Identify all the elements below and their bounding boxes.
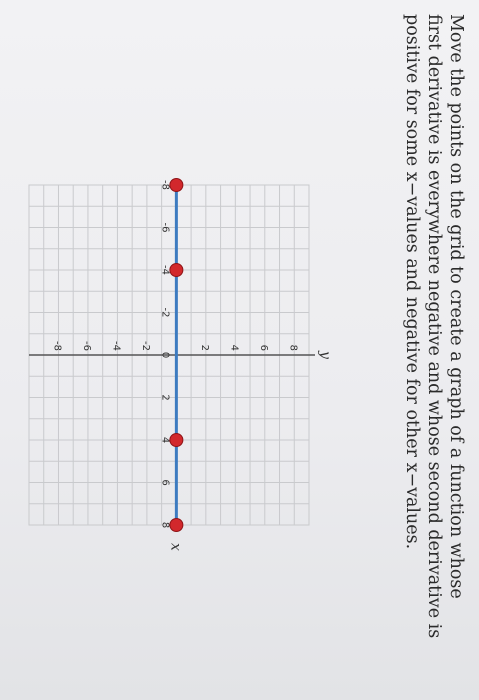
x-tick-label: 6 xyxy=(159,479,171,486)
y-tick-label: 6 xyxy=(257,344,269,351)
draggable-point[interactable] xyxy=(170,179,183,192)
axes xyxy=(29,179,333,551)
x-tick-label: -2 xyxy=(159,307,171,318)
x-tick-label: -8 xyxy=(159,180,171,190)
y-tick-label: -4 xyxy=(110,341,122,351)
prompt-line-3: positive for some x−values and negative for other x−values. xyxy=(402,14,422,550)
y-axis-label: y xyxy=(317,351,333,359)
y-tick-label: -8 xyxy=(51,341,63,351)
y-tick-label: -2 xyxy=(139,341,151,351)
x-tick-label: 4 xyxy=(159,436,171,444)
x-tick-label: 0 xyxy=(159,351,171,359)
x-tick-label: -4 xyxy=(159,265,171,275)
y-tick-label: 2 xyxy=(198,344,210,351)
prompt-line-2: first derivative is everywhere negative and whose second derivative is xyxy=(424,14,444,639)
x-tick-label: -6 xyxy=(159,222,171,233)
y-tick-label: -6 xyxy=(80,341,92,351)
y-tick-label: 4 xyxy=(228,344,240,351)
draggable-point[interactable] xyxy=(170,264,183,277)
draggable-point[interactable] xyxy=(170,519,183,532)
prompt-line-1: Move the points on the grid to create a graph of a function whose xyxy=(446,14,466,599)
y-tick-label: 8 xyxy=(287,344,299,351)
x-axis-label: x xyxy=(167,543,184,551)
x-tick-label: 2 xyxy=(159,394,171,401)
x-tick-label: 8 xyxy=(159,521,171,529)
draggable-point[interactable] xyxy=(170,434,183,447)
